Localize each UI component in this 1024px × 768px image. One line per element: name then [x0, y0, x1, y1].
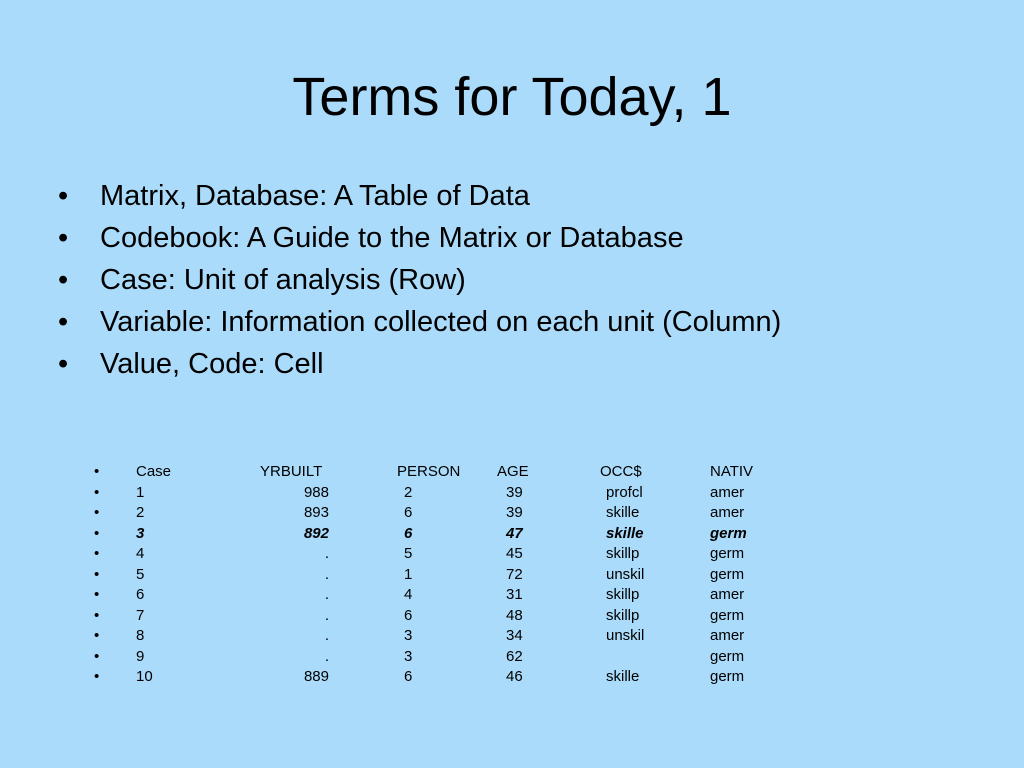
cell-person: 6 — [404, 668, 413, 685]
cell-person: 6 — [404, 524, 413, 542]
cell-occ: unskil — [606, 565, 645, 583]
table-row — [94, 647, 794, 668]
bullet-dot-icon: • — [94, 524, 100, 542]
cell-yrbuilt: . — [324, 647, 329, 665]
cell-case: 7 — [136, 606, 145, 624]
bullet-dot-icon: • — [94, 606, 100, 624]
bullet-dot-icon: • — [94, 565, 100, 583]
bullet-item — [58, 180, 818, 212]
bullet-item — [58, 222, 818, 254]
bullet-dot-icon: • — [94, 483, 100, 501]
cell-occ: skillp — [606, 606, 640, 624]
cell-nativ: germ — [710, 668, 745, 685]
header-age: AGE — [497, 463, 529, 480]
cell-nativ: amer — [710, 483, 745, 501]
bullet-dot-icon: • — [94, 627, 100, 644]
header-yrbuilt: YRBUILT — [260, 463, 323, 480]
header-person: PERSON — [397, 463, 461, 480]
cell-yrbuilt: 892 — [303, 524, 329, 542]
bullet-dot-icon: • — [94, 463, 100, 480]
table-row — [94, 565, 794, 586]
cell-case: 10 — [136, 668, 153, 685]
cell-nativ: germ — [710, 606, 745, 624]
cell-yrbuilt: . — [324, 586, 329, 603]
bullet-text: Value, Code: Cell — [100, 348, 324, 380]
table-row — [94, 626, 794, 647]
table-row — [94, 544, 794, 565]
bullet-item — [58, 306, 818, 338]
table-row — [94, 585, 794, 606]
cell-nativ: germ — [710, 545, 745, 562]
cell-person: 3 — [404, 627, 413, 644]
cell-person: 6 — [404, 606, 413, 624]
cell-age: 45 — [506, 545, 523, 562]
cell-age: 39 — [506, 504, 523, 521]
cell-age: 46 — [506, 668, 523, 685]
table-row — [94, 606, 794, 627]
slide-title: Terms for Today, 1 — [292, 67, 732, 127]
cell-yrbuilt: . — [324, 565, 329, 583]
cell-case: 1 — [136, 483, 145, 501]
cell-age: 48 — [506, 606, 523, 624]
bullet-list — [58, 180, 818, 390]
cell-case: 6 — [136, 586, 145, 603]
cell-yrbuilt: . — [324, 606, 329, 624]
bullet-dot-icon: • — [58, 348, 69, 380]
cell-case: 4 — [136, 545, 145, 562]
bullet-dot-icon: • — [58, 222, 69, 254]
header-occ: OCC$ — [600, 463, 642, 480]
table-header-row — [94, 462, 794, 483]
cell-yrbuilt: . — [324, 627, 329, 644]
bullet-dot-icon: • — [94, 504, 100, 521]
bullet-item — [58, 348, 818, 380]
cell-occ: skillp — [606, 545, 640, 562]
cell-person: 2 — [404, 483, 413, 501]
cell-case: 9 — [136, 647, 145, 665]
bullet-dot-icon: • — [94, 647, 100, 665]
table-row — [94, 483, 794, 504]
cell-age: 39 — [506, 483, 523, 501]
cell-age: 47 — [506, 524, 523, 542]
header-case: Case — [136, 463, 172, 480]
cell-person: 4 — [404, 586, 413, 603]
table-row — [94, 524, 794, 545]
cell-person: 5 — [404, 545, 413, 562]
cell-nativ: amer — [710, 627, 745, 644]
cell-case: 5 — [136, 565, 145, 583]
cell-case: 8 — [136, 627, 145, 644]
cell-yrbuilt: 988 — [303, 483, 329, 501]
bullet-text: Matrix, Database: A Table of Data — [100, 180, 530, 212]
cell-nativ: germ — [710, 647, 745, 665]
cell-nativ: amer — [710, 504, 745, 521]
bullet-dot-icon: • — [58, 306, 69, 338]
cell-occ: skille — [606, 504, 640, 521]
cell-age: 34 — [506, 627, 523, 644]
cell-case: 2 — [136, 504, 145, 521]
bullet-dot-icon: • — [58, 264, 69, 296]
bullet-text: Codebook: A Guide to the Matrix or Database — [100, 222, 684, 254]
cell-age: 31 — [506, 586, 523, 603]
bullet-item — [58, 264, 818, 296]
bullet-dot-icon: • — [94, 586, 100, 603]
cell-age: 72 — [506, 565, 523, 583]
bullet-dot-icon: • — [58, 180, 69, 212]
bullet-dot-icon: • — [94, 668, 100, 685]
cell-yrbuilt: 893 — [303, 504, 329, 521]
cell-age: 62 — [506, 647, 523, 665]
cell-person: 6 — [404, 504, 413, 521]
cell-nativ: germ — [710, 565, 745, 583]
table-row — [94, 667, 794, 688]
bullet-text: Case: Unit of analysis (Row) — [100, 264, 466, 296]
cell-occ: skille — [606, 524, 644, 542]
cell-yrbuilt: . — [324, 545, 329, 562]
data-table — [94, 462, 794, 688]
cell-nativ: germ — [710, 524, 747, 542]
cell-nativ: amer — [710, 586, 745, 603]
cell-occ: profcl — [606, 483, 643, 501]
cell-occ: skille — [606, 668, 640, 685]
table-body — [94, 483, 794, 688]
cell-person: 3 — [404, 647, 413, 665]
cell-yrbuilt: 889 — [303, 668, 329, 685]
header-nativ: NATIV — [710, 463, 754, 480]
cell-occ: skillp — [606, 586, 640, 603]
bullet-text: Variable: Information collected on each unit (Column) — [100, 306, 782, 338]
cell-person: 1 — [404, 565, 413, 583]
cell-occ: unskil — [606, 627, 645, 644]
cell-case: 3 — [136, 524, 145, 542]
bullet-dot-icon: • — [94, 545, 100, 562]
table-row — [94, 503, 794, 524]
